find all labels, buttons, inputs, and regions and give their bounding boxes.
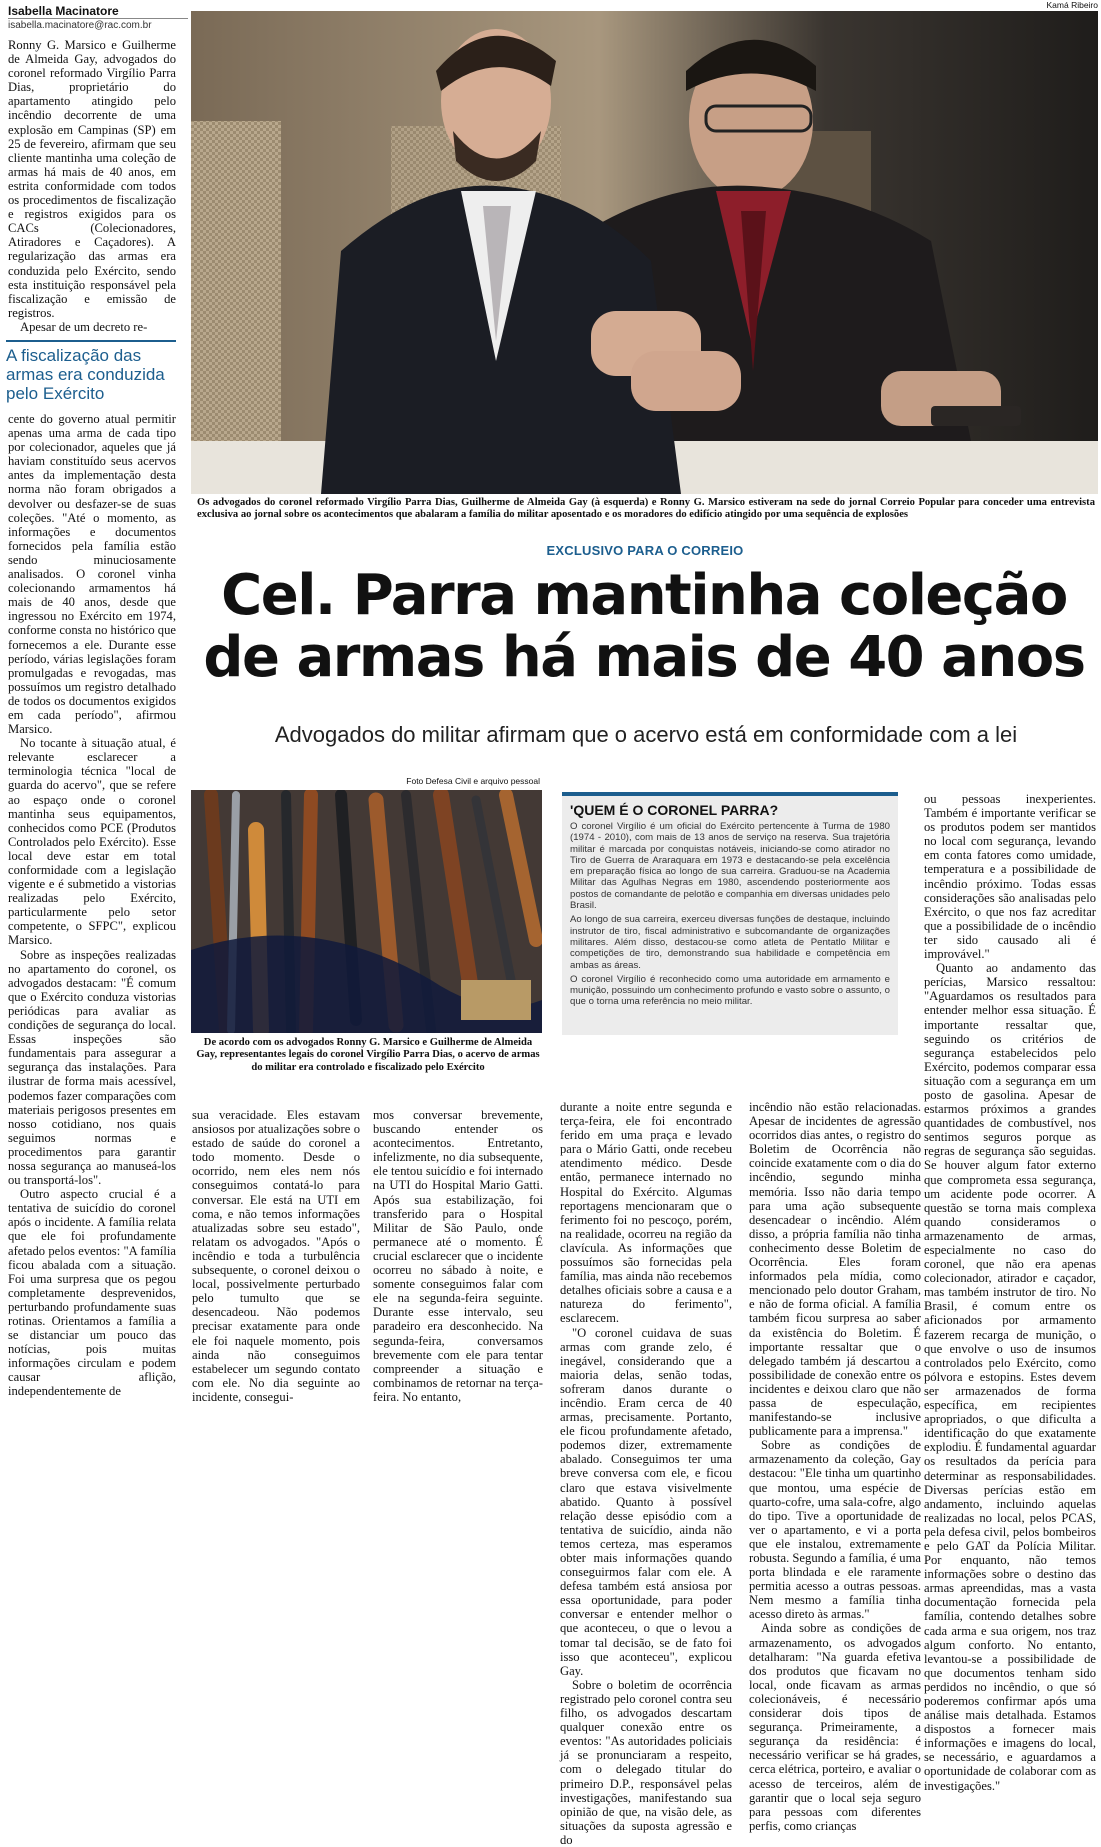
pull-quote-heading: A fiscalização das armas era conduzida pelo Exército xyxy=(6,340,176,403)
left-column-bottom xyxy=(8,412,176,1399)
photo-lawyers-illustration xyxy=(191,11,1098,494)
paragraph: Sobre as inspeções realizadas no apartamento do coronel, os advogados destacam: "É comum que o Exército conduza vistorias periódicas para avaliar as condições de segurança do local. Essas inspeções são fundamentais para assegurar a segurança das instalações. Para ilustrar de forma mais acessível, podemos fazer comparações com materiais perigosos presentes em nosso cotidiano, nos quais seguimos normas e procedimentos para garantir nossa segurança ao manuseá-los ou transportá-los". xyxy=(8,947,176,1188)
main-photo-caption: Os advogados do coronel reformado Virgílio Parra Dias, Guilherme de Almeida Gay (à esquerda) e Ronny G. Marsico estiveram na sede do jornal Correio Popular para conceder uma entrevista exclusiva ao jornal sobre os acontecimentos que abalaram a família do militar aposentado e os moradores do edifício atingido por uma sequência de explosões xyxy=(197,497,1095,521)
small-photo-credit: Foto Defesa Civil e arquivo pessoal xyxy=(406,776,540,786)
paragraph: Apesar de um decreto re- xyxy=(20,319,148,334)
main-photo xyxy=(191,11,1098,494)
paragraph: No tocante à situação atual, é relevante esclarecer a terminologia técnica "local de guarda do acervo", que se refere ao espaço onde o coronel mantinha seus equipamentos, conhecidos como PCE (Produtos Controlados pelo Exército). Esse local deve estar em total conformidade com a legislação vigente e é submetido a vistorias realizadas pelo Exército, particularmente pelo setor competente, o SFPC", explicou Marsico. xyxy=(8,736,176,948)
kicker: EXCLUSIVO PARA O CORREIO xyxy=(546,543,744,558)
paragraph: mos conversar brevemente, buscando entender os acontecimentos. Entretanto, infelizmente, no dia subsequente, ele tentou suicídio e foi internado na UTI do Hospital Mario Gatti. Após sua estabilização, foi transferido para o Hospital Militar de São Paulo, onde permanece até o momento. É crucial esclarecer que o incidente ocorreu no sábado à noite, e somente conseguimos falar com ele na segunda-feira seguinte. Durante esse intervalo, seu paradeiro era desconhecido. Na segunda-feira, conversamos brevemente com ele para tentar compreender a situação e combinamos de retornar na terça-feira. No entanto, xyxy=(373,1108,543,1404)
paragraph: Outro aspecto crucial é a tentativa de suicídio do coronel após o incidente. A família relata que ele foi profundamente afetado pelos eventos: "A família ficou abalada com a situação. Foi uma surpresa que os pegou completamente desprevenidos, perturbando profundamente suas rotinas. Orientamos a família a se distanciar um pouco das notícias, pois muitas informações circulam e podem causar aflição, independentemente de xyxy=(8,1187,176,1399)
paragraph: ou pessoas inexperientes. Também é importante verificar se os produtos podem ser mantidos no local com segurança, levando em conta fatores como umidade, temperatura e a possibilidade de incêndio próximo. Todas essas considerações são analisadas pelo Exército, o que nos faz acreditar que a possibilidade de o incêndio ter sido causado ali é improvável." xyxy=(924,792,1096,962)
main-photo-credit: Kamá Ribeiro xyxy=(1046,0,1098,10)
info-box-title: 'QUEM É O CORONEL PARRA? xyxy=(570,802,779,818)
weapons-photo xyxy=(191,790,542,1033)
paragraph: Sobre o boletim de ocorrência registrado pelo coronel contra seu filho, os advogados descartam qualquer conexão entre os eventos: "As autoridades policiais já se pronunciaram a respeito, com o delegado titular do primeiro D.P., responsável pelas investigações, manifestando sua opinião de que, na visão dele, as situações da suposta agressão e do xyxy=(560,1677,732,1847)
small-photo-caption: De acordo com os advogados Ronny G. Marsico e Guilherme de Almeida Gay, representantes legais do coronel Virgílio Parra Dias, o acervo de armas do militar era controlado e fiscalizado pelo Exército xyxy=(196,1037,540,1073)
paragraph: cente do governo atual permitir apenas uma arma de cada tipo por colecionador, aqueles que já haviam constituído seus acervos antes da implementação desta norma não foram obrigados a devolver ou desfazer-se de suas coleções. "Até o momento, as informações e documentos fornecidos pela família estão sendo minuciosamente analisados. O coronel vinha colecionando armamentos há mais de 40 anos, desde que ingressou no Exército em 1974, conforme consta no histórico que fornecemos a ele. Durante esse período, várias legislações foram promulgadas e revogadas, mas possuímos um registro detalhado de todos os documentos exigidos em cada período", afirmou Marsico. xyxy=(8,412,176,737)
body-column-d xyxy=(749,1100,921,1833)
paragraph: O coronel Virgílio é um oficial do Exército pertencente à Turma de 1980 (1974 - 2010), com mais de 13 anos de serviço na reserva. Sua trajetória militar é marcada por conquistas notáveis, iniciando-se como atirador no Tiro de Guerra de Araraquara em 1973 e destacando-se pela excelência em preparação física ao longo de sua carreira. Graduou-se na Academia Militar das Agulhas Negras em 1980, ascendendo posteriormente aos postos de comandante de pelotão e companhia em diversas unidades pelo Brasil. xyxy=(570,821,890,912)
photo-weapons-illustration xyxy=(191,790,542,1033)
info-box-text xyxy=(570,821,890,1008)
headline xyxy=(190,565,1098,689)
paragraph: Ronny G. Marsico e Guilherme de Almeida Gay, advogados do coronel reformado Virgílio Parra Dias, proprietário do apartamento atingido pelo incêndio decorrente de uma explosão em Campinas (SP) em 25 de fevereiro, afirmam que seu cliente mantinha uma coleção de armas há mais de 40 anos, em estrita conformidade com todos os procedimentos de fiscalização e registros exigidos para os CACs (Colecionadores, Atiradores e Caçadores). A regularização das armas era conduzida pelo Exército, sendo esta instituição responsável pela fiscalização e emissão de registros. xyxy=(8,38,176,320)
paragraph: Ainda sobre as condições de armazenamento, os advogados detalharam: "Na guarda efetiva dos produtos que ficavam no local, onde ficavam as armas colecionáveis, é necessário considerar dois tipos de segurança. Primeiramente, a segurança da residência: é necessário verificar se há grades, cerca elétrica, porteiro, e avaliar o acesso de terceiros, além de garantir que o local seja seguro para pessoas com diferentes perfis, como crianças xyxy=(749,1621,921,1833)
paragraph: Sobre as condições de armazenamento da coleção, Gay destacou: "Ele tinha um quartinho que montou, uma espécie de quarto-cofre, uma sala-cofre, algo do tipo. Tive a oportunidade de ver o apartamento, e vi a porta que ele instalou, extremamente robusta. Segundo a família, é uma porta blindada e ele raramente permitia acesso a outras pessoas. Nem mesmo a família tinha acesso direto às armas." xyxy=(749,1438,921,1622)
paragraph: O coronel Virgílio é reconhecido como uma autoridade em armamento e munição, possuindo um conhecimento profundo e vasto sobre o assunto, o que o torna uma referência no meio militar. xyxy=(570,973,890,1008)
paragraph: Ao longo de sua carreira, exerceu diversas funções de destaque, incluindo instrutor de tiro, fiscal administrativo e subcomandante de organizações militares. Além disso, destacou-se como atleta de Pentatlo Militar e competições de tiro, demonstrando sua habilidade e competência em ambas as áreas. xyxy=(570,914,890,971)
author-email: isabella.macinatore@rac.com.br xyxy=(8,18,188,32)
paragraph: Quanto ao andamento das perícias, Marsico ressaltou: "Aguardamos os resultados para entender melhor essa situação. É importante ressaltar que, seguindo os critérios de segurança estabelecidos pelo Exército, podemos comparar essa situação com a segurança em um posto de gasolina. Apesar de estarmos próximos a grandes quantidades de combustível, nos sentimos seguros porque as regras de segurança são seguidas. Se houver algum fator externo que comprometa essa segurança, um acidente pode ocorrer. A questão se torna mais complexa quando consideramos o armazenamento de armas, especialmente no caso do coronel, que não era apenas colecionador, atirador e caçador, mas também instrutor de tiro. No Brasil, é comum entre os aficionados por armamento fazerem recarga de munição, o que envolve o uso de insumos controlados pelo Exército, como pólvora e estopins. Estes devem ser armazenados de forma específica, em recipientes apropriados, o que dificulta a identificação do que exatamente explodiu. É fundamental aguardar os resultados da perícia para determinar as responsabilidades. Diversas perícias estão em andamento, incluindo aquelas realizadas no local, pelos PCAS, pela defesa civil, pelos bombeiros e pelo GAT da Polícia Militar. Por enquanto, não temos informações sobre o destino das armas apreendidas, mas a vasta documentação fornecida pela família, contendo detalhes sobre cada arma e sua origem, nos traz algum conforto. No entanto, levantou-se a possibilidade de que documentos tenham sido perdidos no incêndio, o que só poderemos confirmar após uma análise mais detalhada. Estamos dispostos a fornecer mais informações e imagens do local, se necessário, e aguardamos a oportunidade de colaborar com as investigações." xyxy=(924,961,1096,1793)
headline-line-1: Cel. Parra mantinha coleção xyxy=(221,563,1067,628)
paragraph: durante a noite entre segunda e terça-feira, ele foi encontrado ferido em uma praça e levado para o Mário Gatti, onde recebeu atendimento médico. Desde então, permanece internado no Hospital do Exército. Algumas reportagens mencionaram que o ferimento foi no pescoço, porém, na realidade, ocorreu na região da clavícula. As informações que possuímos são fornecidas pela família, mas ainda não recebemos detalhes oficiais sobre a causa e a natureza do ferimento", esclarecem. xyxy=(560,1100,732,1326)
subheadline: Advogados do militar afirmam que o acervo está em conformidade com a lei xyxy=(274,722,1018,747)
info-box-who-is-colonel xyxy=(562,792,898,1035)
body-column-c xyxy=(560,1100,732,1847)
byline xyxy=(8,4,188,32)
paragraph: sua veracidade. Eles estavam ansiosos por atualizações sobre o estado de saúde do coronel a todo momento. Desde o ocorrido, nem eles nem nós conseguimos contatá-lo para conversar. Ele está na UTI em coma, e não temos informações atualizadas sobre seu estado", relatam os advogados. "Após o incêndio e toda a turbulência subsequente, o coronel deixou o local, possivelmente perturbado pelo tumulto que se desencadeou. Não podemos precisar exatamente para onde ele foi naquele momento, pois ainda não conseguimos estabelecer um segundo contato com ele. No dia seguinte ao incidente, consegui- xyxy=(192,1108,360,1404)
left-column-top xyxy=(8,38,176,334)
paragraph: "O coronel cuidava de suas armas com grande zelo, é inegável, considerando que a maioria delas, senão todas, sofreram danos durante o incêndio. Eram cerca de 40 armas, precisamente. Portanto, ele ficou profundamente afetado, podemos dizer, extremamente abalado. Conseguimos ter uma breve conversa com ele, e ficou claro que estava visivelmente abatido. Quanto à possível relação desse episódio com a tentativa de suicídio, ainda não temos certeza, mas esperamos obter mais informações quando conseguirmos falar com ele. A defesa também está ansiosa por essa oportunidade, para poder conversar e entender melhor o que aconteceu, o que o levou a tomar tal decisão, se de fato foi isso que aconteceu", explicou Gay. xyxy=(560,1325,732,1678)
headline-line-2: de armas há mais de 40 anos xyxy=(203,625,1085,690)
author-name: Isabella Macinatore xyxy=(8,4,119,18)
body-column-e xyxy=(924,792,1096,1793)
body-column-a xyxy=(192,1108,360,1404)
body-column-b xyxy=(373,1108,543,1404)
paragraph: incêndio não estão relacionadas. Apesar de incidentes de agressão ocorridos dias antes, o registro do Boletim de Ocorrência não coincide exatamente com o dia do incêndio, segundo minha memória. Isso não daria tempo para uma ação subsequente desencadear o incêndio. Além disso, a própria família não tinha conhecimento desse Boletim de Ocorrência. Eles foram informados pela mídia, como mencionado pelo doutor Graham, e não de forma oficial. A família também ficou surpresa ao saber da existência do Boletim. É importante ressaltar que o delegado também já descartou a possibilidade de conexão entre os incidentes e deixou claro que não passa de especulação, manifestando-se inclusive publicamente para a imprensa." xyxy=(749,1100,921,1439)
